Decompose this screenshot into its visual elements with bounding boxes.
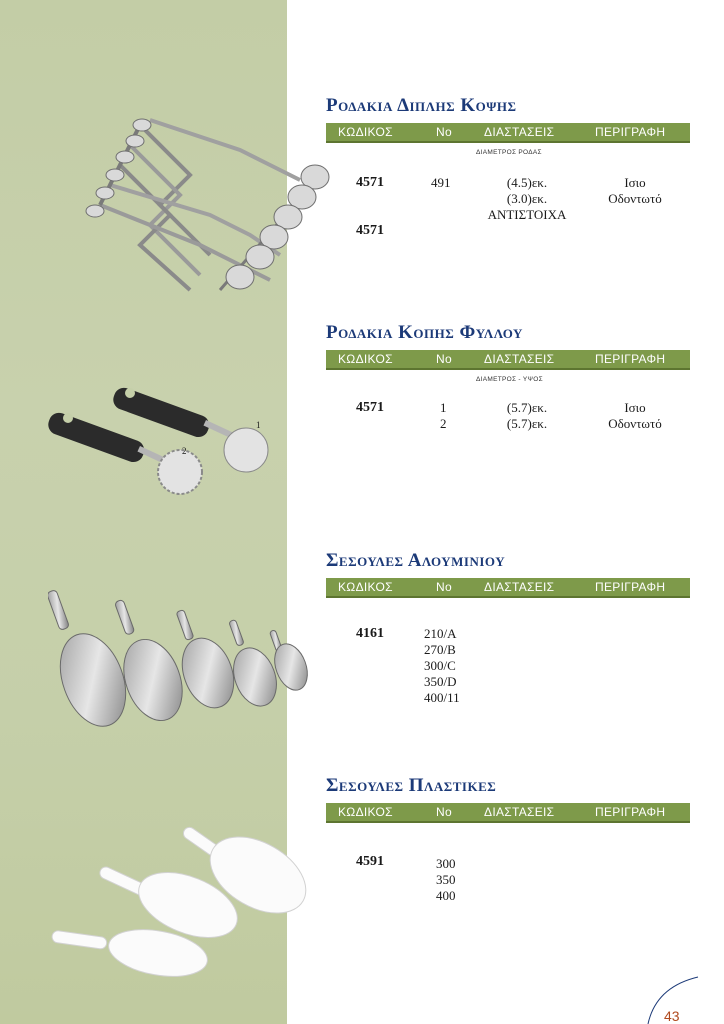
no-value: 491 [431,175,451,190]
no-value: 210/A [424,626,457,641]
dimension-value: (3.0)εκ. [506,191,548,206]
table-header [326,803,690,823]
no-value: 400 [436,888,456,903]
page-number: 43 [664,1008,680,1024]
cutter-label-2: 2 [182,446,187,456]
no-value: 300 [436,856,456,871]
no-value: 2 [440,416,447,431]
description-value: Ισιο [624,400,646,415]
section-pastry-wheel-cutter [326,322,690,383]
table-header [326,578,690,598]
table-header [326,350,690,370]
no-value: 300/C [424,658,456,673]
section-title: Σεσουλες Πλαστικες [326,775,497,796]
product-no [424,626,460,706]
section-plastic-scoops [326,775,690,823]
header-no: Νο [436,352,452,366]
header-description: ΠΕΡΙΓΡΑΦΗ [595,125,666,139]
product-code: 4161 [356,626,384,641]
dimension-sublabel: ΔΙΑΜΕΤΡΟΣ - ΥΨΟΣ [476,376,543,383]
no-value: 400/11 [424,690,460,705]
header-code: ΚΩΔΙΚΟΣ [338,580,393,594]
product-code: 4571 [356,400,384,415]
product-code: 4571 [356,223,384,238]
dimension-value: ΑΝΤΙΣΤΟΙΧΑ [487,207,567,222]
section-aluminium-scoops [326,550,690,598]
cutter-label-1: 1 [256,420,261,430]
header-code: ΚΩΔΙΚΟΣ [338,125,393,139]
product-description [595,400,675,432]
dimension-sublabel: ΔΙΑΜΕΤΡΟΣ ΡΟΔΑΣ [476,149,542,156]
section-title: Σεσουλες Αλουμινιου [326,550,506,571]
header-code: ΚΩΔΙΚΟΣ [338,805,393,819]
header-description: ΠΕΡΙΓΡΑΦΗ [595,352,666,366]
section-title: Ροδακια Διπλης Κοψης [326,95,517,116]
table-header [326,123,690,143]
header-code: ΚΩΔΙΚΟΣ [338,352,393,366]
product-code: 4591 [356,854,384,869]
plastic-scoops-image [48,820,313,985]
product-no [436,856,456,904]
header-dimensions: ΔΙΑΣΤΑΣΕΙΣ [484,805,555,819]
description-value: Οδοντωτό [608,191,662,206]
no-value: 270/B [424,642,456,657]
aluminium-scoops-image [48,585,313,730]
header-description: ΠΕΡΙΓΡΑΦΗ [595,805,666,819]
header-no: Νο [436,125,452,139]
header-no: Νο [436,805,452,819]
no-value: 1 [440,400,447,415]
pastry-wheel-cutters-image [48,380,278,500]
header-no: Νο [436,580,452,594]
header-dimensions: ΔΙΑΣΤΑΣΕΙΣ [484,352,555,366]
product-no [431,175,451,191]
product-no [440,400,447,432]
header-dimensions: ΔΙΑΣΤΑΣΕΙΣ [484,125,555,139]
product-code: 4571 [356,175,384,190]
product-description [595,175,675,207]
page-corner-arc [638,975,724,1024]
description-value: Οδοντωτό [608,416,662,431]
no-value: 350 [436,872,456,887]
header-description: ΠΕΡΙΓΡΑΦΗ [595,580,666,594]
section-title: Ροδακια Κοπης Φυλλου [326,322,523,343]
dimension-value: (5.7)εκ. [506,416,548,431]
product-dimensions [477,175,577,223]
description-value: Ισιο [624,175,646,190]
product-dimensions [477,400,577,432]
dimension-value: (5.7)εκ. [506,400,548,415]
no-value: 350/D [424,674,457,689]
double-pastry-cutter-image [40,105,340,305]
header-dimensions: ΔΙΑΣΤΑΣΕΙΣ [484,580,555,594]
dimension-value: (4.5)εκ. [506,175,548,190]
